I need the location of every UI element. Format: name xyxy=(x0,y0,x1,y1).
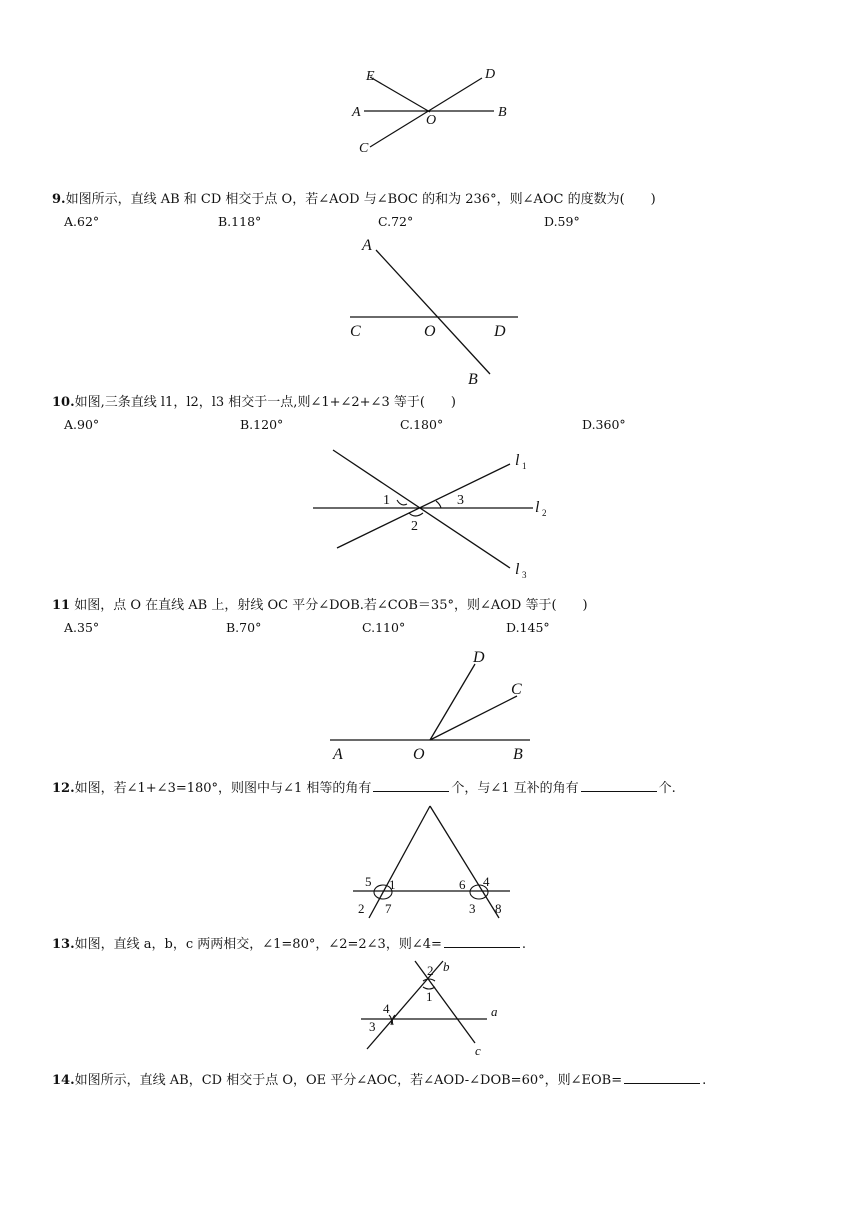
question-number: 12. xyxy=(52,781,75,796)
figure-lines-eodab xyxy=(340,60,530,160)
angle-label-3: 3 xyxy=(469,901,476,916)
label-c: C xyxy=(511,681,522,698)
angle-label-2: 2 xyxy=(411,519,418,534)
option-d: D.145° xyxy=(506,620,550,635)
option-c: C.72° xyxy=(378,214,414,229)
angle-label-4: 4 xyxy=(483,874,490,889)
angle-label-7: 7 xyxy=(385,901,392,916)
angle-label-5: 5 xyxy=(365,874,372,889)
question-text-part-b: . xyxy=(702,1073,707,1088)
answer-blank[interactable] xyxy=(444,935,520,948)
question-text-part-a: 如图所示，直线 AB，CD 相交于点 O，OE 平分∠AOC，若∠AOD-∠DOB=60°，则∠EOB= xyxy=(74,1073,623,1088)
label-a: A xyxy=(362,237,372,254)
question-text-part-a: 如图，直线 a，b，c 两两相交，∠1=80°，∠2=2∠3，则∠4= xyxy=(74,937,442,952)
label-l2: l xyxy=(535,499,540,516)
label-c: C xyxy=(350,323,361,340)
label-o: O xyxy=(413,746,425,763)
question-text-part-c: 个. xyxy=(658,781,676,796)
label-b: B xyxy=(513,746,523,763)
question-14 xyxy=(52,1071,706,1089)
label-o: O xyxy=(426,113,437,128)
angle-label-1: 1 xyxy=(389,877,396,892)
label-d: D xyxy=(494,323,506,340)
question-9 xyxy=(52,192,656,208)
option-d: D.59° xyxy=(544,214,580,229)
label-a: A xyxy=(352,105,361,120)
answer-blank[interactable] xyxy=(624,1071,700,1084)
question-10 xyxy=(52,395,456,411)
angle-label-1: 1 xyxy=(426,989,433,1004)
angle-label-6: 6 xyxy=(459,877,466,892)
label-l2-sub: 2 xyxy=(542,508,547,518)
figure-13 xyxy=(355,955,515,1063)
label-d: D xyxy=(485,67,496,82)
angle-label-2: 2 xyxy=(427,963,434,978)
angle-label-8: 8 xyxy=(495,901,502,916)
figure-9 xyxy=(340,232,530,392)
option-a: A.35° xyxy=(64,620,100,635)
option-b: B.118° xyxy=(218,214,262,229)
label-l3: l xyxy=(515,561,520,578)
question-13 xyxy=(52,935,526,953)
question-number: 10. xyxy=(52,395,75,410)
question-number: 9. xyxy=(52,192,66,207)
option-a: A.62° xyxy=(64,214,100,229)
option-b: B.120° xyxy=(240,417,284,432)
question-number: 11 xyxy=(52,598,71,613)
question-text: 如图，点 O 在直线 AB 上，射线 OC 平分∠DOB.若∠COB＝35°，则∠AOD 等于( ) xyxy=(70,598,588,613)
question-text-part-a: 如图，若∠1+∠3=180°，则图中与∠1 相等的角有 xyxy=(74,781,372,796)
label-l1: l xyxy=(515,452,520,469)
label-e: E xyxy=(366,69,375,84)
angle-label-2: 2 xyxy=(358,901,365,916)
label-o: O xyxy=(424,323,436,340)
label-a: A xyxy=(333,746,343,763)
question-12 xyxy=(52,779,676,797)
question-text-part-b: . xyxy=(521,937,527,952)
angle-label-4: 4 xyxy=(383,1001,390,1016)
label-l1-sub: 1 xyxy=(522,461,527,471)
option-c: C.180° xyxy=(400,417,444,432)
option-a: A.90° xyxy=(64,417,100,432)
question-number: 13. xyxy=(52,937,75,952)
answer-blank-2[interactable] xyxy=(581,779,657,792)
label-d: D xyxy=(473,649,485,666)
question-number: 14. xyxy=(52,1073,75,1088)
question-text: 如图,三条直线 l1，l2，l3 相交于一点,则∠1+∠2+∠3 等于( ) xyxy=(74,395,456,410)
label-b: B xyxy=(498,105,507,120)
angle-label-1: 1 xyxy=(383,493,390,508)
option-d: D.360° xyxy=(582,417,626,432)
figure-11 xyxy=(325,642,545,767)
label-l3-sub: 3 xyxy=(522,570,527,580)
option-c: C.110° xyxy=(362,620,406,635)
figure-10 xyxy=(305,440,565,585)
question-11 xyxy=(52,598,588,614)
label-line-c: c xyxy=(475,1043,481,1058)
label-b: B xyxy=(468,371,478,388)
angle-label-3: 3 xyxy=(457,493,464,508)
angle-label-3: 3 xyxy=(369,1019,376,1034)
label-c: C xyxy=(359,141,369,156)
figure-12 xyxy=(345,800,515,925)
option-b: B.70° xyxy=(226,620,262,635)
question-text: 如图所示，直线 AB 和 CD 相交于点 O，若∠AOD 与∠BOC 的和为 236°，则∠AOC 的度数为( ) xyxy=(65,192,656,207)
question-text-part-b: 个，与∠1 互补的角有 xyxy=(451,781,579,796)
answer-blank-1[interactable] xyxy=(373,779,449,792)
label-line-b: b xyxy=(443,959,450,974)
label-line-a: a xyxy=(491,1004,498,1019)
